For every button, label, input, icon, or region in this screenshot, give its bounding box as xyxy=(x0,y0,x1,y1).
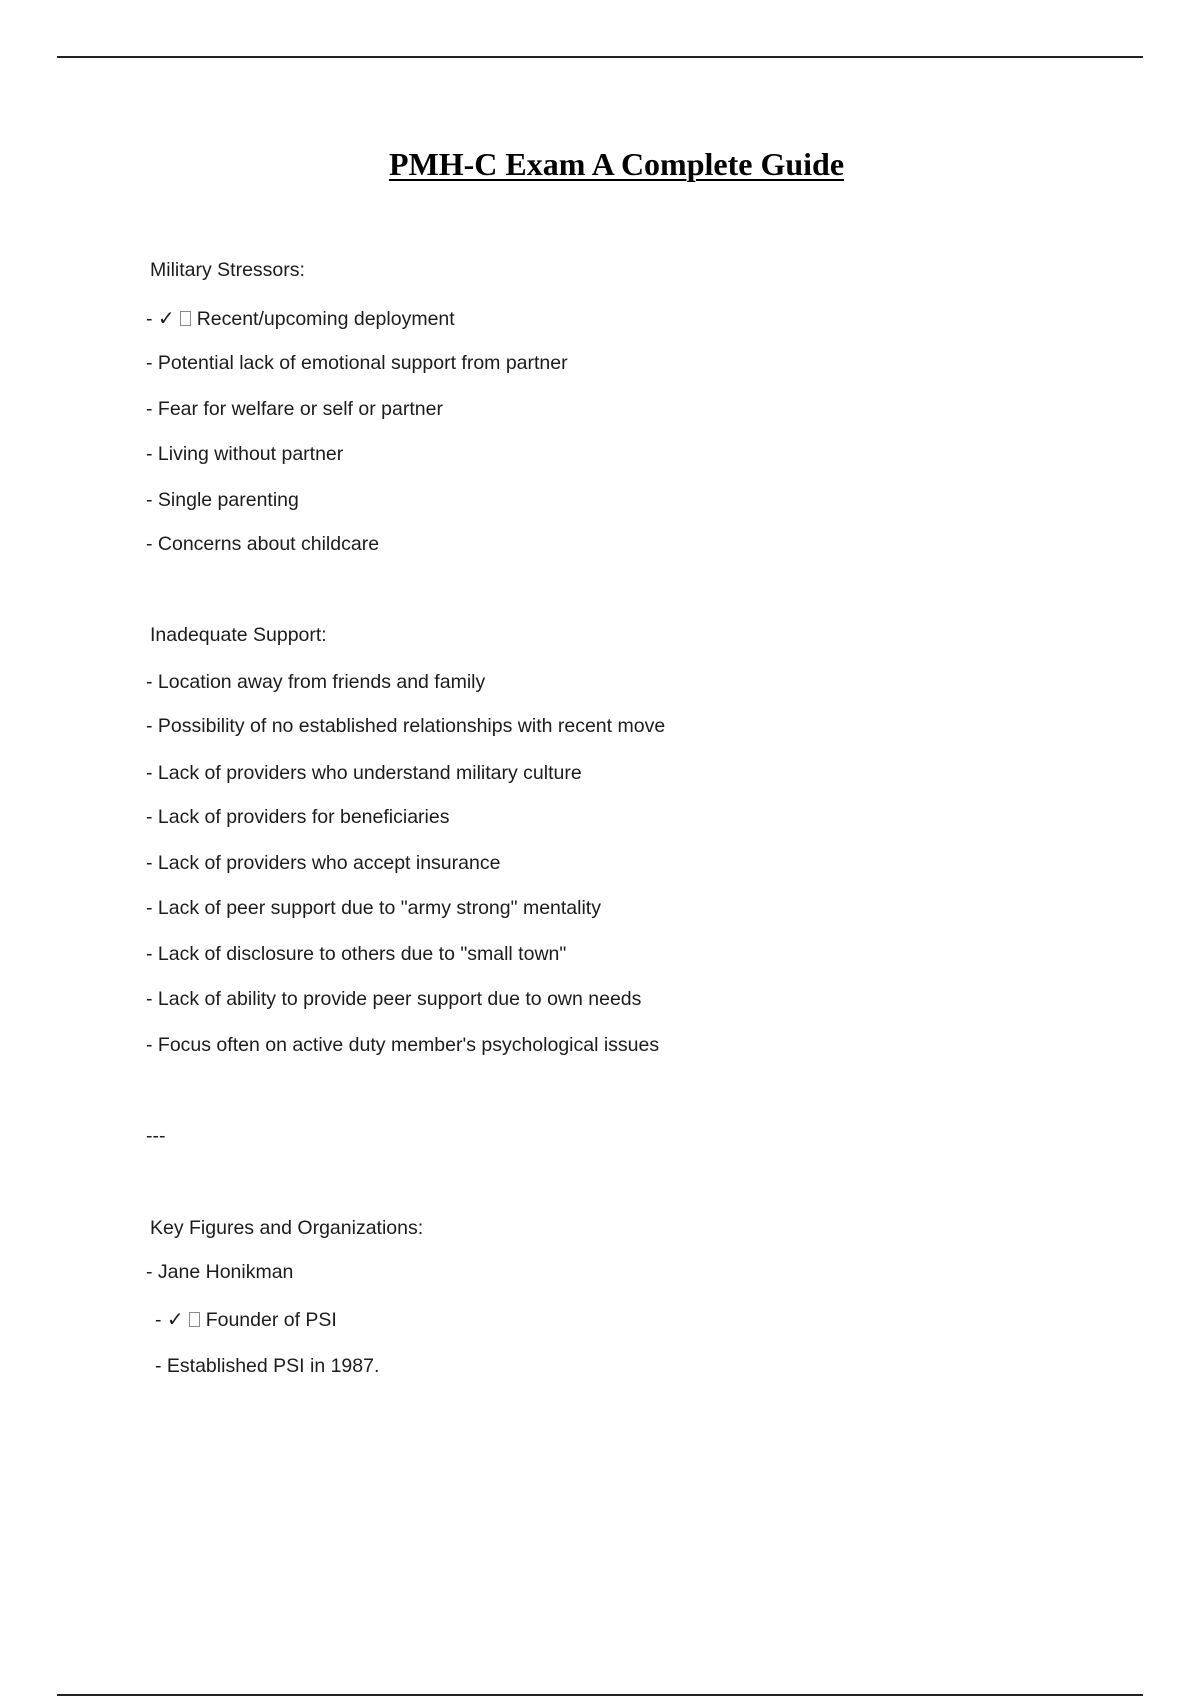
list-item: - Single parenting xyxy=(146,489,299,511)
list-item: - Lack of disclosure to others due to "small town" xyxy=(146,943,567,965)
sub-list-item-checked xyxy=(155,1307,337,1332)
document-title: PMH-C Exam A Complete Guide xyxy=(388,146,845,182)
checkmark-icon: ✓ xyxy=(157,306,175,330)
list-dash: - xyxy=(155,1309,167,1331)
list-item-text: Founder of PSI xyxy=(205,1309,337,1331)
empty-box-icon xyxy=(189,1312,200,1327)
empty-box-icon xyxy=(180,311,191,326)
list-item: - Fear for welfare or self or partner xyxy=(146,398,443,420)
list-item: - Lack of providers for beneficiaries xyxy=(146,806,450,828)
list-item: - Lack of peer support due to "army strong" mentality xyxy=(146,897,601,919)
separator-text: --- xyxy=(146,1125,166,1147)
list-item: - Lack of providers who accept insurance xyxy=(146,852,501,874)
checkmark-icon: ✓ xyxy=(166,1307,184,1331)
list-item-text: Recent/upcoming deployment xyxy=(196,308,455,330)
list-item: - Potential lack of emotional support from partner xyxy=(146,352,568,374)
list-item: - Focus often on active duty member's psychological issues xyxy=(146,1034,660,1056)
list-item: - Possibility of no established relationships with recent move xyxy=(146,715,666,737)
list-item-checked xyxy=(146,306,455,331)
list-item: - Living without partner xyxy=(146,443,344,465)
top-rule xyxy=(57,56,1143,58)
section-heading-inadequate-support: Inadequate Support: xyxy=(150,624,327,646)
list-item: - Lack of ability to provide peer support due to own needs xyxy=(146,988,642,1010)
list-item-person: - Jane Honikman xyxy=(146,1261,294,1283)
section-heading-key-figures: Key Figures and Organizations: xyxy=(150,1217,424,1239)
sub-list-item: - Established PSI in 1987. xyxy=(155,1355,380,1377)
list-item: - Location away from friends and family xyxy=(146,671,486,693)
list-dash: - xyxy=(146,308,158,330)
section-heading-military-stressors: Military Stressors: xyxy=(150,259,305,281)
list-item: - Concerns about childcare xyxy=(146,533,380,555)
bottom-rule xyxy=(57,1694,1143,1696)
list-item: - Lack of providers who understand military culture xyxy=(146,762,582,784)
